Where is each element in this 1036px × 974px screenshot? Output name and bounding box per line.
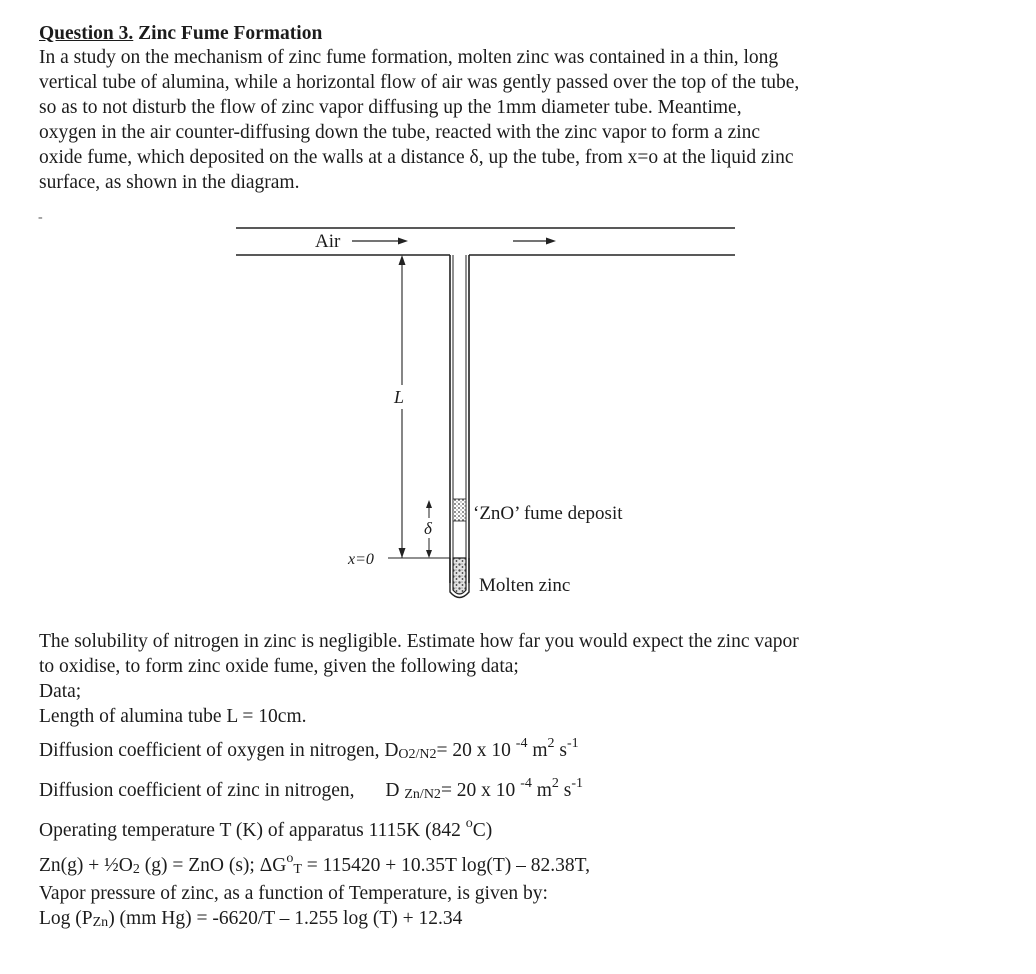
body-line-1: The solubility of nitrogen in zinc is negligible. Estimate how far you would expect the zinc vapor <box>39 631 799 652</box>
zn-unit: m <box>531 780 552 801</box>
intro-line-5: oxide fume, which deposited on the walls at a distance δ, up the tube, from x=o at the liquid zinc <box>39 147 794 168</box>
zn-subscript: Zn/N2 <box>404 787 441 802</box>
o2-exponent: -4 <box>515 736 528 751</box>
zn-exponent: -4 <box>520 776 532 791</box>
zn-prefix: Diffusion coefficient of zinc in nitrogen, <box>39 780 355 801</box>
molten-zinc-label: Molten zinc <box>479 575 571 596</box>
delta-arrowhead-top <box>426 500 432 508</box>
intro-line-3: so as to not disturb the flow of zinc vapor diffusing up the 1mm diameter tube. Meantime, <box>39 97 742 118</box>
temp-degree: o <box>465 816 473 831</box>
zn-d-symbol: D <box>385 780 405 801</box>
zn-unit-2: s <box>558 780 572 801</box>
rx-standard-sup: o <box>286 851 294 866</box>
data-heading: Data; <box>39 681 82 702</box>
separator-dash: - <box>38 210 43 225</box>
question-number: Question 3. <box>39 23 134 44</box>
zn-unit-2-exponent: -1 <box>571 776 584 791</box>
log-equation-line <box>39 907 462 931</box>
intro-line-6: surface, as shown in the diagram. <box>39 172 300 193</box>
o2-unit-exponent: 2 <box>547 736 555 751</box>
question-heading <box>39 22 322 46</box>
zno-deposit-label: ‘ZnO’ fume deposit <box>473 503 623 524</box>
length-data-line: Length of alumina tube L = 10cm. <box>39 706 307 727</box>
question-title: Zinc Fume Formation <box>138 23 323 44</box>
zno-deposit-region <box>453 499 466 521</box>
intro-line-1: In a study on the mechanism of zinc fume formation, molten zinc was contained in a thin, long <box>39 47 779 68</box>
air-arrowhead-right <box>546 238 556 245</box>
temp-text: Operating temperature T (K) of apparatus 1115K (842 <box>39 820 466 841</box>
o2-value: = 20 x 10 <box>436 740 516 761</box>
o2-subscript: O2/N2 <box>398 747 437 762</box>
zn-value: = 20 x 10 <box>440 780 521 801</box>
zinc-diffusion-line <box>39 776 584 803</box>
reaction-line <box>39 851 591 878</box>
delta-arrowhead-bottom <box>426 550 432 558</box>
o2-unit: m <box>527 740 548 761</box>
log-part-a: Log (P <box>39 908 93 929</box>
tube-diagram <box>230 215 740 610</box>
intro-line-2: vertical tube of alumina, while a horizontal flow of air was gently passed over the top of the tube, <box>39 72 800 93</box>
temp-end: C) <box>472 820 493 841</box>
rx-part-a: Zn(g) + ½O <box>39 855 133 876</box>
o2-unit-2-exponent: -1 <box>566 736 579 751</box>
air-arrowhead-left <box>398 238 408 245</box>
rx-part-b: (g) = ZnO (s); ΔG <box>139 855 287 876</box>
log-zn-subscript: Zn <box>92 915 109 930</box>
zn-unit-exponent: 2 <box>551 776 559 791</box>
rx-o2-subscript: 2 <box>132 862 140 877</box>
length-arrowhead-top <box>399 255 406 265</box>
x0-label: x=0 <box>348 551 374 568</box>
molten-zinc-pool <box>453 558 466 594</box>
log-part-b: ) (mm Hg) = -6620/T – 1.255 log (T) + 12.34 <box>108 908 463 929</box>
intro-line-4: oxygen in the air counter-diffusing down the tube, reacted with the zinc vapor to form a zinc <box>39 122 761 143</box>
length-label: L <box>394 387 405 407</box>
body-line-2: to oxidise, to form zinc oxide fume, given the following data; <box>39 656 519 677</box>
oxygen-diffusion-line <box>39 736 579 763</box>
air-label: Air <box>315 231 341 252</box>
length-arrowhead-bottom <box>399 548 406 558</box>
temperature-line <box>39 816 493 843</box>
o2-unit-2: s <box>554 740 567 761</box>
rx-t-subscript: T <box>293 862 302 877</box>
rx-part-c: = 115420 + 10.35T log(T) – 82.38T, <box>301 855 591 876</box>
delta-label: δ <box>424 519 432 538</box>
vapor-pressure-line: Vapor pressure of zinc, as a function of Temperature, is given by: <box>39 883 548 904</box>
o2-prefix: Diffusion coefficient of oxygen in nitrogen, D <box>39 740 399 761</box>
